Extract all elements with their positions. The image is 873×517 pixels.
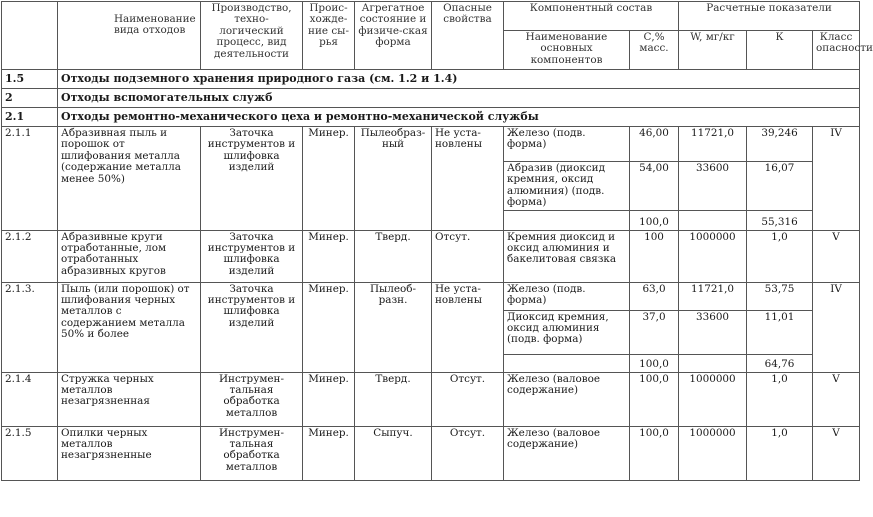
component-k: 1,0: [747, 230, 813, 282]
table-row: [2, 426, 860, 480]
total-c: 100,0: [630, 354, 679, 372]
section-row: [2, 70, 860, 89]
component-name: Железо (подв. форма): [504, 282, 630, 310]
row-class: IV: [813, 282, 860, 372]
row-name: Абразивная пыль и порошок от шлифования металла (содержание металла менее 50%): [58, 127, 201, 231]
header-k: К: [747, 31, 813, 70]
table-row: [2, 282, 860, 310]
row-name: Пыль (или порошок) от шлифования черных металлов с содержанием металла 50% и более: [58, 282, 201, 372]
component-w: [679, 354, 747, 372]
component-c: 63,0: [630, 282, 679, 310]
row-origin: Минер.: [303, 372, 355, 426]
section-row: [2, 108, 860, 127]
component-c: 100,0: [630, 426, 679, 480]
component-name: Абразив (диоксид кремния, оксид алюминия) (подв. форма): [504, 162, 630, 211]
component-name: Железо (валовое содержание): [504, 372, 630, 426]
table-row: [2, 127, 860, 162]
component-k: 1,0: [747, 372, 813, 426]
row-class: V: [813, 426, 860, 480]
waste-classification-table: [1, 1, 873, 481]
component-name: Железо (подв. форма): [504, 127, 630, 162]
component-w: 11721,0: [679, 127, 747, 162]
row-name: Опилки черных металлов незагрязненные: [58, 426, 201, 480]
row-class: V: [813, 230, 860, 282]
header-comp-name: Наименование основных компонентов: [504, 31, 630, 70]
row-hazard: Отсут.: [432, 230, 504, 282]
component-w: 1000000: [679, 372, 747, 426]
section-row: [2, 89, 860, 108]
component-c: 54,00: [630, 162, 679, 211]
header-calc: Расчетные показатели: [679, 2, 860, 31]
component-w: 33600: [679, 162, 747, 211]
header-process: Производство, техно-логический процесс, вид деятельности: [201, 2, 303, 70]
header-state: Агрегатное состояние и физиче-ская форма: [355, 2, 432, 70]
row-name: Абразивные круги отработанные, лом отработанных абразивных кругов: [58, 230, 201, 282]
header-w: W, мг/кг: [679, 31, 747, 70]
component-w: 1000000: [679, 230, 747, 282]
row-process: Инструмен-тальная обработка металлов: [201, 426, 303, 480]
row-origin: Минер.: [303, 426, 355, 480]
component-c: 37,0: [630, 310, 679, 354]
component-k: 53,75: [747, 282, 813, 310]
component-k: 1,0: [747, 426, 813, 480]
component-c: 46,00: [630, 127, 679, 162]
component-name: Железо (валовое содержание): [504, 426, 630, 480]
row-origin: Минер.: [303, 230, 355, 282]
row-process: Заточка инструментов и шлифовка изделий: [201, 230, 303, 282]
component-name: Кремния диоксид и оксид алюминия и бакелитовая связка: [504, 230, 630, 282]
component-c: 100: [630, 230, 679, 282]
row-process: Заточка инструментов и шлифовка изделий: [201, 282, 303, 372]
component-w: 1000000: [679, 426, 747, 480]
component-k: 11,01: [747, 310, 813, 354]
header-code: [2, 2, 58, 70]
component-c: 100,0: [630, 372, 679, 426]
row-state: Тверд.: [355, 372, 432, 426]
component-w: [679, 210, 747, 230]
row-state: Пылеобраз-ный: [355, 127, 432, 231]
row-state: Сыпуч.: [355, 426, 432, 480]
component-k: 39,246: [747, 127, 813, 162]
row-code: 2.1.5: [2, 426, 58, 480]
header-row-top: [2, 2, 860, 31]
row-code: 2.1.3.: [2, 282, 58, 372]
row-code: 2.1.1: [2, 127, 58, 231]
row-class: V: [813, 372, 860, 426]
header-name: Наименование вида отходов: [58, 2, 201, 70]
component-name: [504, 354, 630, 372]
header-comp-c: С,% масс.: [630, 31, 679, 70]
section-code: 2.1: [2, 108, 58, 127]
row-code: 2.1.2: [2, 230, 58, 282]
header-composition: Компонентный состав: [504, 2, 679, 31]
header-hazard: Опасные свойства: [432, 2, 504, 70]
component-name: [504, 210, 630, 230]
total-k: 55,316: [747, 210, 813, 230]
row-hazard: Не уста-новлены: [432, 127, 504, 231]
total-k: 64,76: [747, 354, 813, 372]
row-origin: Минер.: [303, 127, 355, 231]
row-state: Пылеоб-разн.: [355, 282, 432, 372]
row-code: 2.1.4: [2, 372, 58, 426]
component-w: 33600: [679, 310, 747, 354]
row-state: Тверд.: [355, 230, 432, 282]
row-name: Стружка черных металлов незагрязненная: [58, 372, 201, 426]
table-row: [2, 230, 860, 282]
header-class: Класс опасности: [813, 31, 860, 70]
row-process: Инструмен-тальная обработка металлов: [201, 372, 303, 426]
section-title: Отходы вспомогательных служб: [58, 89, 860, 108]
header-origin: Проис-хожде-ние сы-рья: [303, 2, 355, 70]
total-c: 100,0: [630, 210, 679, 230]
section-code: 2: [2, 89, 58, 108]
component-w: 11721,0: [679, 282, 747, 310]
section-code: 1.5: [2, 70, 58, 89]
row-process: Заточка инструментов и шлифовка изделий: [201, 127, 303, 231]
row-origin: Минер.: [303, 282, 355, 372]
table-row: [2, 372, 860, 426]
row-class: IV: [813, 127, 860, 231]
row-hazard: Не уста-новлены: [432, 282, 504, 372]
row-hazard: Отсут.: [432, 372, 504, 426]
component-name: Диоксид кремния, оксид алюминия (подв. форма): [504, 310, 630, 354]
row-hazard: Отсут.: [432, 426, 504, 480]
component-k: 16,07: [747, 162, 813, 211]
section-title: Отходы ремонтно-механического цеха и ремонтно-механической службы: [58, 108, 860, 127]
section-title: Отходы подземного хранения природного газа (см. 1.2 и 1.4): [58, 70, 860, 89]
